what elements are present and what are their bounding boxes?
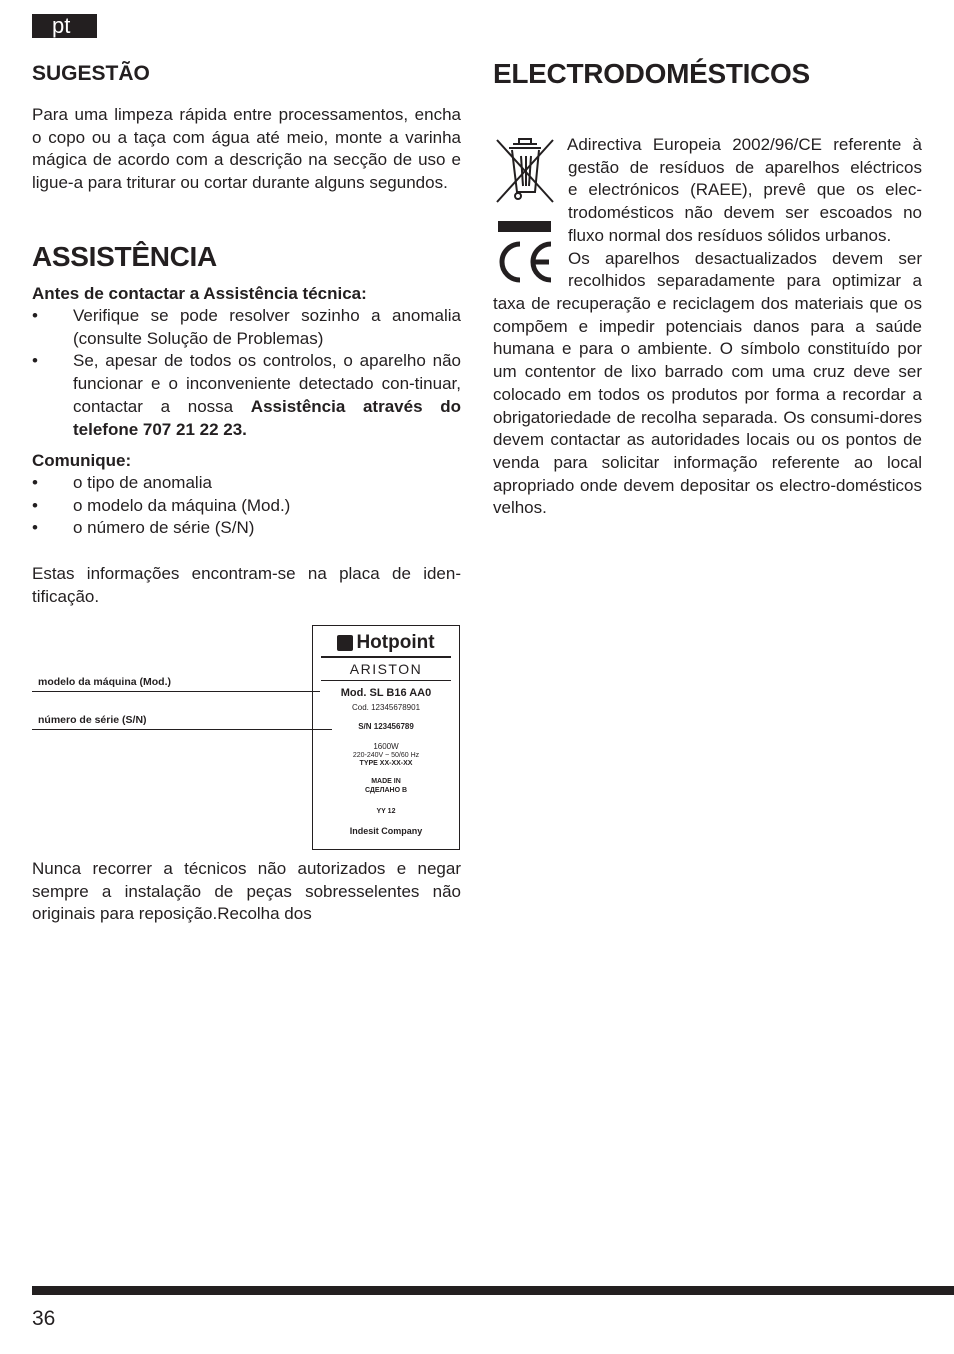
label-serial: número de série (S/N) — [38, 714, 147, 726]
ce-mark-text: CE — [493, 238, 495, 239]
text-line: Os aparelhos desactualizados devem ser — [568, 248, 922, 268]
sub-brand: ARISTON — [349, 661, 423, 677]
bullet: • — [32, 473, 38, 492]
plate-power: 1600W — [373, 742, 399, 751]
divider — [321, 680, 451, 681]
list-item — [32, 517, 461, 540]
ce-mark-icon — [493, 238, 555, 286]
list-item — [32, 350, 461, 441]
plate-code: Cod. 12345678901 — [351, 703, 421, 712]
plate-made-in-ru: СДЕЛАНО В — [364, 787, 408, 794]
label-model: modelo da máquina (Mod.) — [38, 676, 171, 688]
plate-year: YY 12 — [376, 808, 396, 815]
text-line: fluxo normal dos resíduos sólidos urbanos. — [568, 225, 892, 245]
sugestao-heading: SUGESTÃO — [32, 62, 150, 85]
assistencia-heading: ASSISTÊNCIA — [32, 241, 217, 272]
antes-list — [32, 305, 461, 441]
plate-model: Mod. SL B16 AA0 — [340, 687, 432, 699]
nunca-paragraph: Nunca recorrer a técnicos não autorizados e negar sempre a instalação de peças sobresselentes não originais para reposição.Recolha dos — [32, 859, 461, 924]
brand-logo — [313, 632, 459, 654]
electrodomesticos-heading: ELECTRODOMÉSTICOS — [493, 58, 810, 89]
page-number: 36 — [32, 1307, 56, 1330]
comunique-list — [32, 472, 461, 540]
divider — [321, 656, 451, 658]
plate-made-in: MADE IN — [371, 778, 401, 785]
text-line: Adirectiva Europeia 2002/96/CE referente à — [567, 135, 922, 154]
bullet: • — [32, 351, 38, 371]
text-line: e electrónicos (RAEE), prevê que os elec- — [568, 180, 922, 200]
phone-number-text: Assistência através do telefone 707 21 22 23. — [73, 396, 461, 439]
language-tab: pt — [32, 14, 97, 38]
bin-underline-bar — [498, 221, 551, 232]
list-item-text: o modelo da máquina (Mod.) — [73, 495, 291, 515]
list-item-text: Se, apesar de todos os controlos, o aparelho não funcionar e o inconveniente detectado con-tinuar, contactar a nossa — [73, 351, 461, 416]
list-item-text: Verifique se pode resolver sozinho a anomalia (consulte Solução de Problemas) — [73, 306, 461, 348]
list-item-text: o tipo de anomalia — [73, 473, 212, 492]
bullet: • — [32, 495, 38, 515]
plate-serial: S/N 123456789 — [358, 722, 414, 731]
sugestao-paragraph: Para uma limpeza rápida entre processamentos, encha o copo ou a taça com água até meio, monte a varinha mágica de acordo com a descrição na secção de uso e ligue-a para triturar ou cortar durante alguns segundos. — [32, 105, 461, 193]
bullet: • — [32, 306, 38, 325]
text-line: gestão de resíduos de aparelhos eléctricos — [568, 157, 922, 177]
plate-company: Indesit Company — [349, 826, 423, 836]
brand-name: Hotpoint — [356, 632, 435, 653]
list-item — [32, 472, 461, 495]
bullet: • — [32, 518, 38, 538]
list-item-text: o número de série (S/N) — [73, 518, 255, 538]
directive-paragraph: taxa de recuperação e reciclagem dos materiais que os compõem e impedir potenciais danos para a saúde humana e para o ambiente. O símbolo constituído por um contentor de lixo barrado com uma cruz deve ser colocado em todos os produtos por forma a recordar a obrigatoriedade de recolha separada. Os consumi-dores devem contactar as autoridades locais ou os pontos de venda para solicitar informação referente ao local apropriado onde devem depositar os electro-domésticos velhos. — [493, 294, 922, 518]
directive-intro-lines — [568, 134, 922, 293]
antes-label: Antes de contactar a Assistência técnica: — [32, 284, 367, 303]
comunique-label: Comunique: — [32, 451, 132, 470]
plate-voltage: 220-240V ~ 50/60 Hz — [352, 752, 420, 759]
hotpoint-logo-icon — [337, 635, 353, 651]
rating-plate — [312, 625, 460, 850]
leader-line-model — [32, 691, 320, 692]
text-line: trodomésticos não devem ser escoados no — [568, 203, 922, 223]
plate-type: TYPE XX-XX-XX — [359, 760, 413, 767]
info-paragraph: Estas informações encontram-se na placa de iden-tificação. — [32, 564, 461, 606]
text-line: recolhidos separadamente para optimizar a — [568, 271, 922, 291]
crossed-bin-icon — [493, 136, 557, 210]
leader-line-serial — [32, 729, 332, 730]
list-item — [32, 305, 461, 350]
footer-rule — [32, 1286, 954, 1295]
list-item — [32, 495, 461, 518]
